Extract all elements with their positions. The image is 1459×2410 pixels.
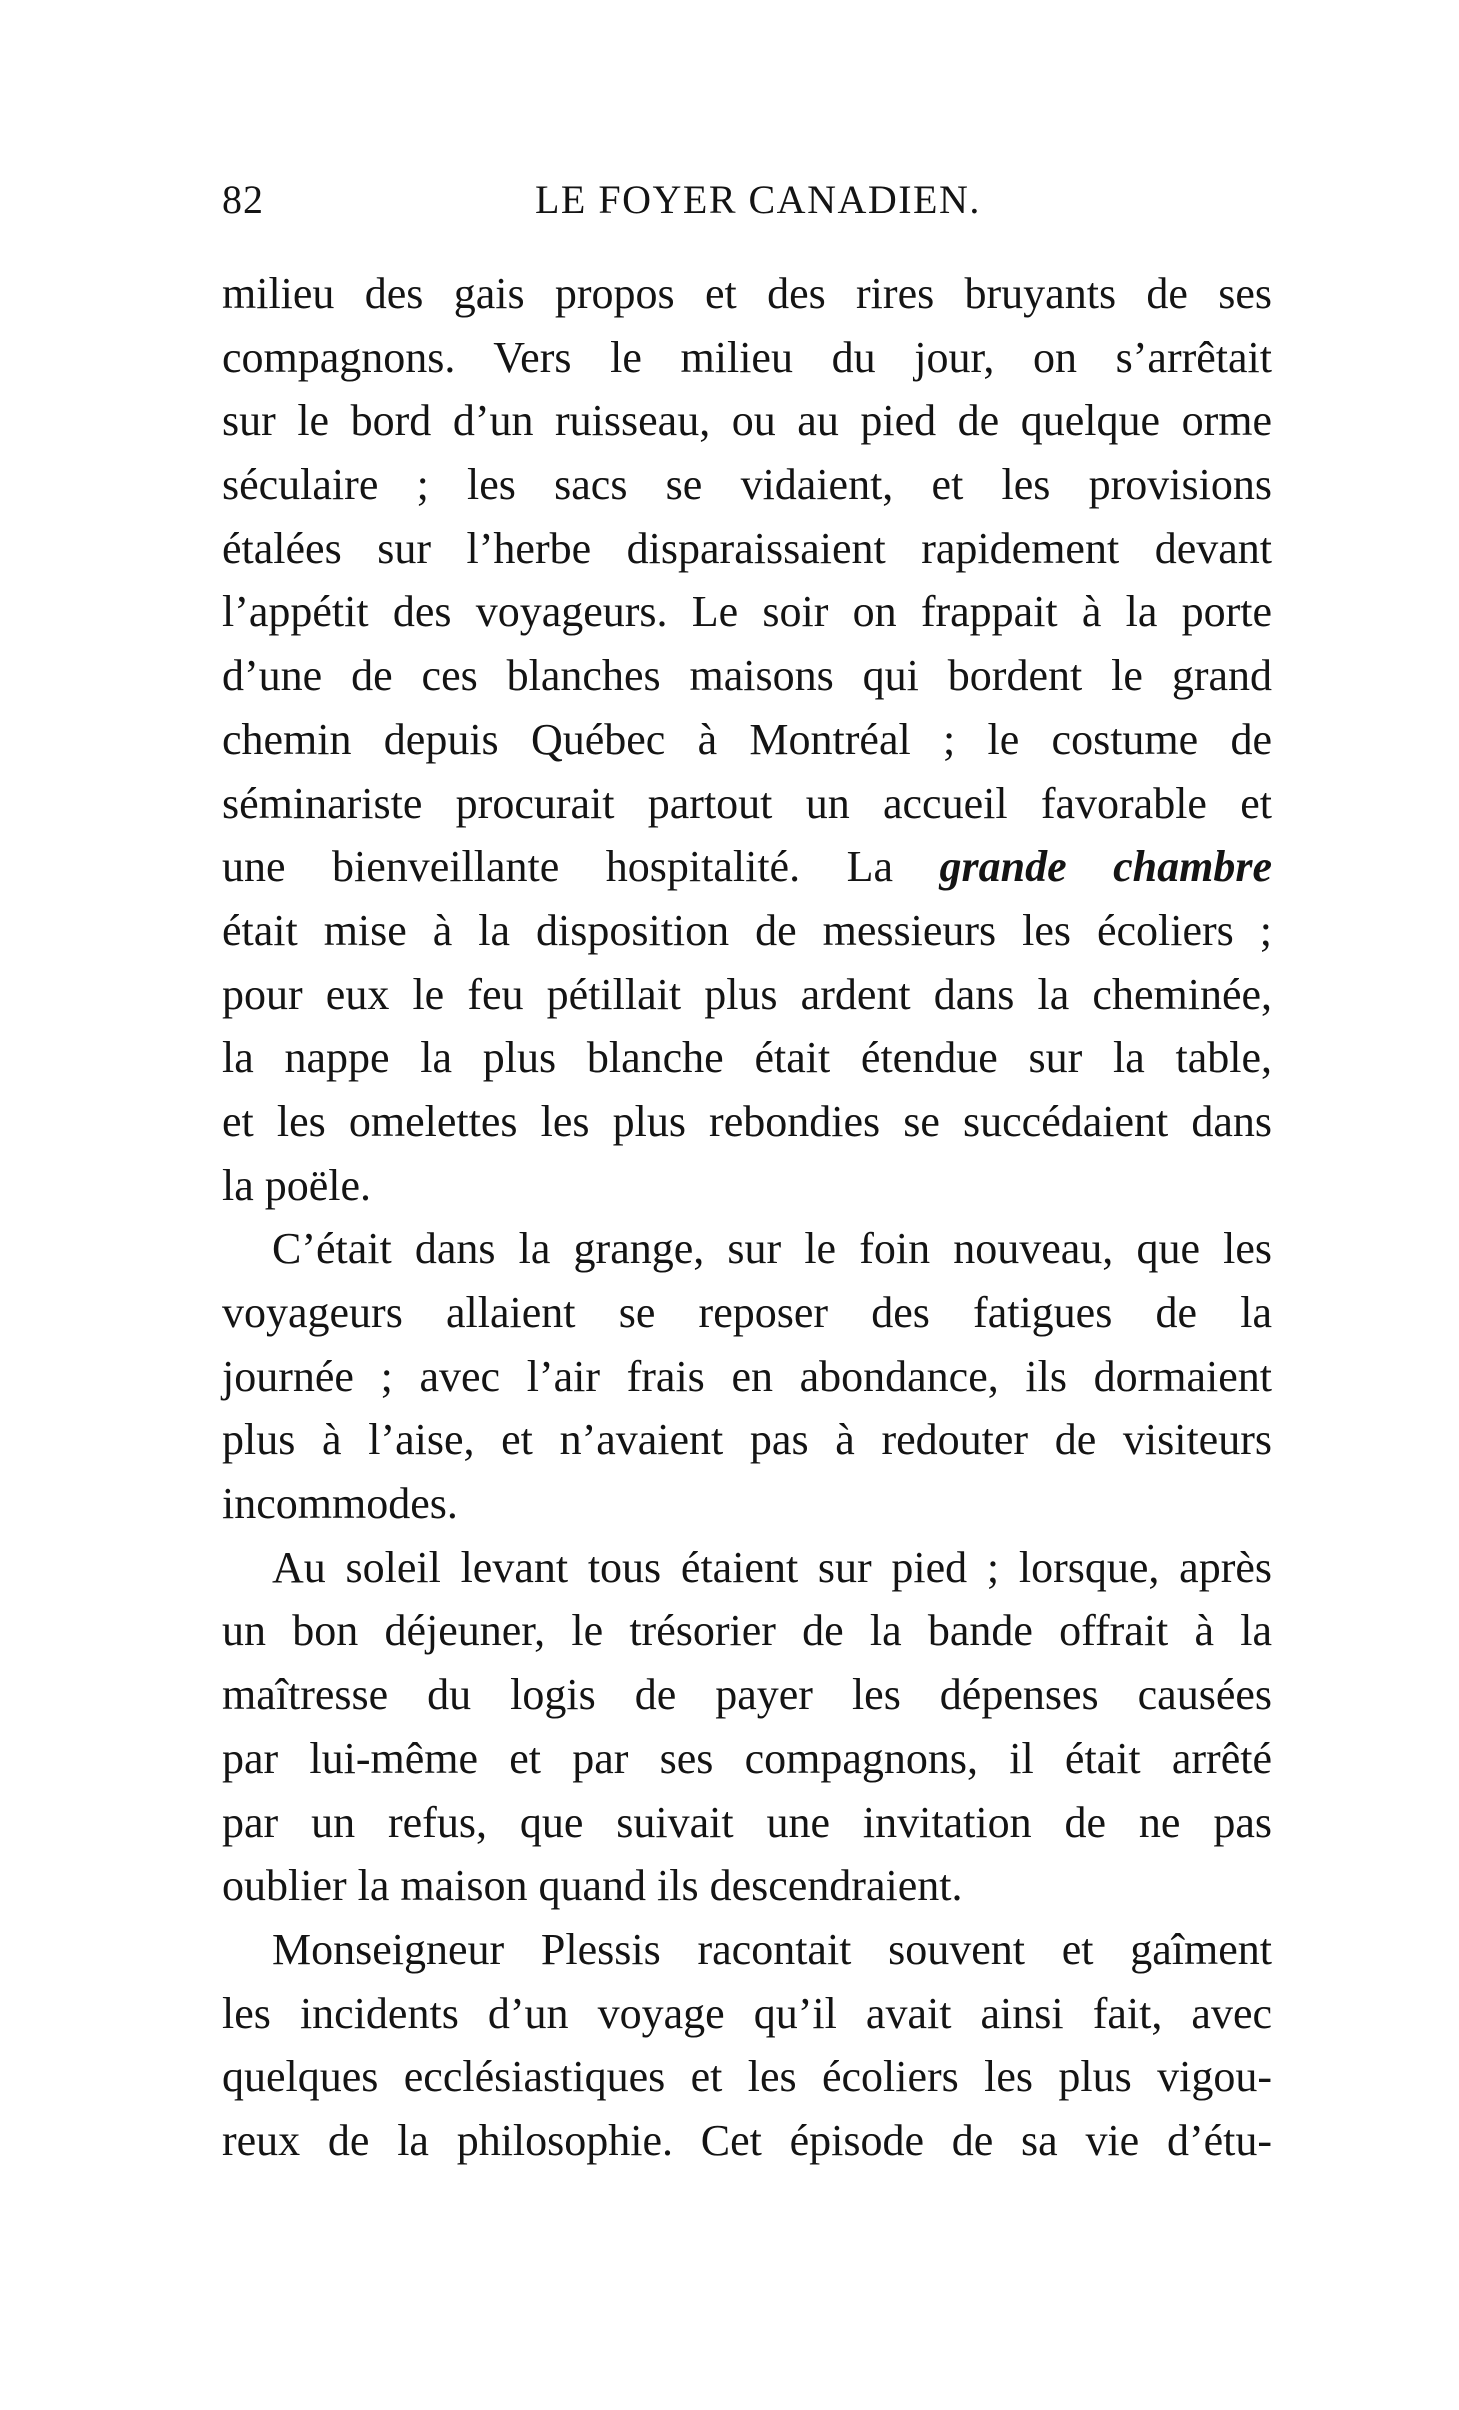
paragraph bbox=[222, 262, 1272, 1217]
text-line: la nappe la plus blanche était étendue sur la table, bbox=[222, 1033, 1272, 1083]
body-text bbox=[222, 262, 1272, 2173]
text-line: reux de la philosophie. Cet épisode de sa vie d’étu- bbox=[222, 2115, 1272, 2165]
text-line: milieu des gais propos et des rires bruyants de ses bbox=[222, 269, 1272, 318]
text-line: pour eux le feu pétillait plus ardent dans la cheminée, bbox=[222, 969, 1272, 1019]
text-line: séminariste procurait partout un accueil favorable et bbox=[222, 778, 1272, 828]
text-line: plus à l’aise, et n’avaient pas à redouter de visiteurs bbox=[222, 1415, 1272, 1465]
text-line: chemin depuis Québec à Montréal ; le costume de bbox=[222, 714, 1272, 764]
text-line: Au soleil levant tous étaient sur pied ; lorsque, après bbox=[272, 1542, 1272, 1592]
text-line: journée ; avec l’air frais en abondance, ils dormaient bbox=[222, 1351, 1272, 1401]
paragraph bbox=[222, 1918, 1272, 2173]
text-line: par un refus, que suivait une invitation de ne pas bbox=[222, 1797, 1272, 1847]
text-line: d’une de ces blanches maisons qui bordent le grand bbox=[222, 651, 1272, 701]
text-line: Monseigneur Plessis racontait souvent et gaîment bbox=[272, 1924, 1272, 1974]
text-line: l’appétit des voyageurs. Le soir on frappait à la porte bbox=[222, 587, 1272, 637]
text-line: étalées sur l’herbe disparaissaient rapidement devant bbox=[222, 523, 1272, 573]
text-line: quelques ecclésiastiques et les écoliers les plus vigou- bbox=[222, 2052, 1272, 2102]
page-number: 82 bbox=[222, 177, 264, 222]
text-line-with-italic bbox=[222, 835, 1272, 899]
text-line: était mise à la disposition de messieurs les écoliers ; bbox=[222, 905, 1272, 955]
text-line: par lui-même et par ses compagnons, il était arrêté bbox=[222, 1733, 1272, 1783]
text-line: et les omelettes les plus rebondies se succédaient dans bbox=[222, 1096, 1272, 1146]
text-line: oublier la maison quand ils descendraient. bbox=[222, 1861, 963, 1911]
text-line: séculaire ; les sacs se vidaient, et les provisions bbox=[222, 460, 1272, 510]
text-line: la poële. bbox=[222, 1160, 372, 1210]
text-segment: une bienveillante hospitalité. La bbox=[222, 842, 893, 892]
paragraph bbox=[222, 1217, 1272, 1535]
paragraph bbox=[222, 1536, 1272, 1918]
text-line: un bon déjeuner, le trésorier de la bande offrait à la bbox=[222, 1606, 1272, 1656]
text-line: sur le bord d’un ruisseau, ou au pied de quelque orme bbox=[222, 396, 1272, 446]
text-line: maîtresse du logis de payer les dépenses causées bbox=[222, 1670, 1272, 1720]
text-line: incommodes. bbox=[222, 1479, 458, 1529]
text-line: compagnons. Vers le milieu du jour, on s’arrêtait bbox=[222, 332, 1272, 382]
running-head: LE FOYER CANADIEN. bbox=[535, 177, 981, 222]
text-line: C’était dans la grange, sur le foin nouveau, que les bbox=[272, 1224, 1272, 1274]
text-line: les incidents d’un voyage qu’il avait ainsi fait, avec bbox=[222, 1988, 1272, 2038]
italic-phrase: grande chambre bbox=[939, 842, 1273, 892]
text-line: voyageurs allaient se reposer des fatigues de la bbox=[222, 1288, 1272, 1337]
